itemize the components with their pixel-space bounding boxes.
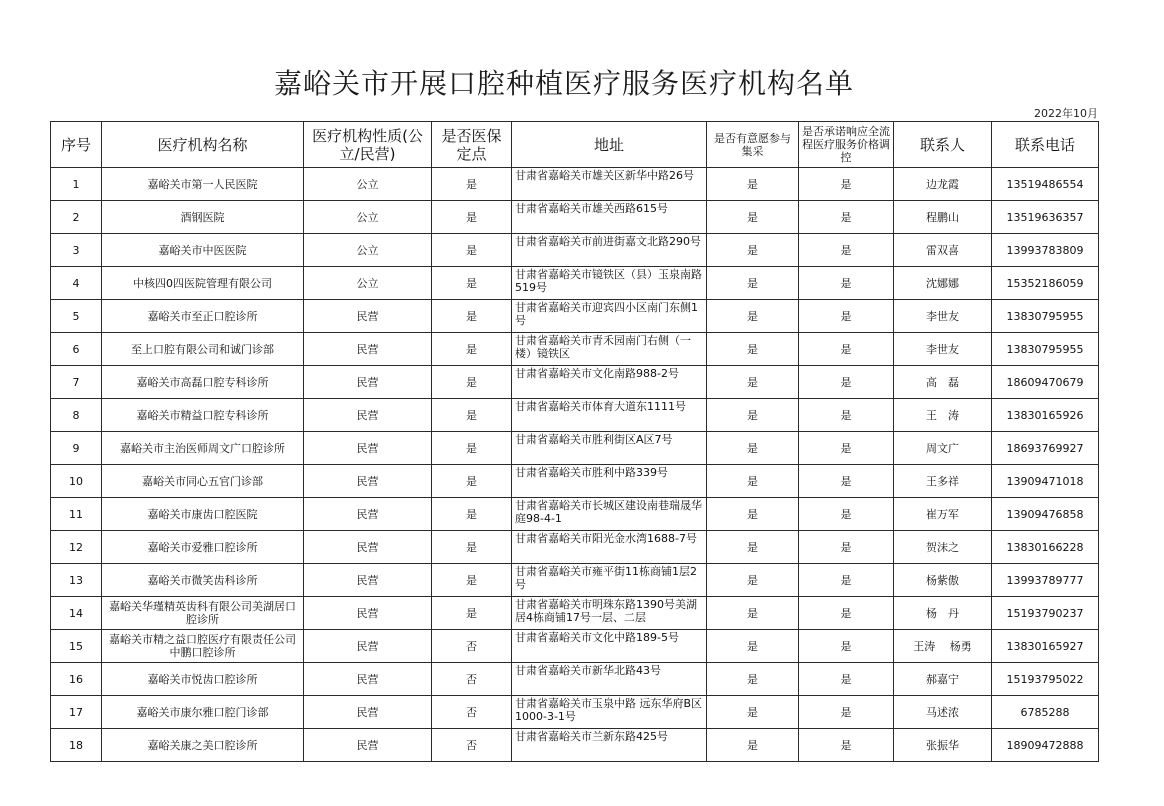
- cell-price: 是: [799, 333, 894, 366]
- cell-insurance: 否: [432, 729, 512, 762]
- cell-procurement: 是: [707, 267, 799, 300]
- cell-nature: 公立: [304, 267, 432, 300]
- cell-name: 嘉峪关市康尔雅口腔门诊部: [102, 696, 304, 729]
- cell-procurement: 是: [707, 531, 799, 564]
- header-address: 地址: [512, 122, 707, 168]
- cell-name: 嘉峪关市高磊口腔专科诊所: [102, 366, 304, 399]
- cell-price: 是: [799, 531, 894, 564]
- cell-address: 甘肃省嘉峪关市玉泉中路 远东华府B区1000-3-1号: [512, 696, 707, 729]
- cell-phone: 13830165927: [992, 630, 1099, 663]
- cell-procurement: 是: [707, 465, 799, 498]
- cell-name: 嘉峪关市同心五官门诊部: [102, 465, 304, 498]
- cell-contact: 李世友: [894, 333, 992, 366]
- cell-nature: 民营: [304, 498, 432, 531]
- cell-name: 嘉峪关市中医医院: [102, 234, 304, 267]
- cell-procurement: 是: [707, 399, 799, 432]
- table-row: [51, 531, 1099, 564]
- cell-name: 嘉峪关市精之益口腔医疗有限责任公司中鹏口腔诊所: [102, 630, 304, 663]
- table-row: [51, 366, 1099, 399]
- cell-seq: 1: [51, 168, 102, 201]
- cell-address: 甘肃省嘉峪关市兰新东路425号: [512, 729, 707, 762]
- header-name: 医疗机构名称: [102, 122, 304, 168]
- cell-name: 至上口腔有限公司和诚门诊部: [102, 333, 304, 366]
- cell-phone: 13519486554: [992, 168, 1099, 201]
- cell-contact: 沈娜娜: [894, 267, 992, 300]
- cell-nature: 民营: [304, 432, 432, 465]
- cell-phone: 13909471018: [992, 465, 1099, 498]
- cell-seq: 3: [51, 234, 102, 267]
- cell-price: 是: [799, 663, 894, 696]
- table-row: [51, 465, 1099, 498]
- cell-name: 嘉峪关市至正口腔诊所: [102, 300, 304, 333]
- cell-nature: 民营: [304, 729, 432, 762]
- cell-phone: 13830795955: [992, 300, 1099, 333]
- cell-nature: 民营: [304, 531, 432, 564]
- table-row: [51, 432, 1099, 465]
- cell-phone: 13993783809: [992, 234, 1099, 267]
- table-row: [51, 630, 1099, 663]
- table-row: [51, 234, 1099, 267]
- cell-seq: 5: [51, 300, 102, 333]
- cell-name: 嘉峪关市微笑齿科诊所: [102, 564, 304, 597]
- cell-contact: 马述浓: [894, 696, 992, 729]
- cell-procurement: 是: [707, 432, 799, 465]
- cell-nature: 民营: [304, 597, 432, 630]
- cell-contact: 张振华: [894, 729, 992, 762]
- cell-procurement: 是: [707, 597, 799, 630]
- table-row: [51, 300, 1099, 333]
- header-phone: 联系电话: [992, 122, 1099, 168]
- cell-phone: 18609470679: [992, 366, 1099, 399]
- table-row: [51, 729, 1099, 762]
- document-title: 嘉峪关市开展口腔种植医疗服务医疗机构名单: [273, 67, 854, 100]
- header-seq: 序号: [51, 122, 102, 168]
- cell-nature: 民营: [304, 333, 432, 366]
- table-row: [51, 267, 1099, 300]
- cell-insurance: 是: [432, 333, 512, 366]
- cell-address: 甘肃省嘉峪关市雍平街11栋商铺1层2号: [512, 564, 707, 597]
- cell-insurance: 是: [432, 498, 512, 531]
- cell-price: 是: [799, 729, 894, 762]
- cell-seq: 18: [51, 729, 102, 762]
- cell-price: 是: [799, 630, 894, 663]
- cell-insurance: 是: [432, 201, 512, 234]
- cell-price: 是: [799, 597, 894, 630]
- cell-contact: 王涛 杨勇: [894, 630, 992, 663]
- cell-insurance: 否: [432, 630, 512, 663]
- cell-phone: 18909472888: [992, 729, 1099, 762]
- cell-nature: 民营: [304, 399, 432, 432]
- cell-price: 是: [799, 168, 894, 201]
- cell-phone: 13909476858: [992, 498, 1099, 531]
- cell-phone: 15193790237: [992, 597, 1099, 630]
- cell-nature: 公立: [304, 234, 432, 267]
- table-row: [51, 564, 1099, 597]
- cell-name: 嘉峪关市悦齿口腔诊所: [102, 663, 304, 696]
- cell-seq: 10: [51, 465, 102, 498]
- cell-contact: 杨 丹: [894, 597, 992, 630]
- cell-address: 甘肃省嘉峪关市雄关区新华中路26号: [512, 168, 707, 201]
- cell-seq: 17: [51, 696, 102, 729]
- cell-nature: 公立: [304, 201, 432, 234]
- cell-contact: 高 磊: [894, 366, 992, 399]
- cell-seq: 8: [51, 399, 102, 432]
- cell-price: 是: [799, 696, 894, 729]
- cell-seq: 2: [51, 201, 102, 234]
- cell-seq: 13: [51, 564, 102, 597]
- cell-contact: 周文广: [894, 432, 992, 465]
- cell-phone: 13519636357: [992, 201, 1099, 234]
- cell-price: 是: [799, 267, 894, 300]
- table-row: [51, 498, 1099, 531]
- cell-insurance: 是: [432, 399, 512, 432]
- cell-procurement: 是: [707, 168, 799, 201]
- cell-name: 嘉峪关市精益口腔专科诊所: [102, 399, 304, 432]
- cell-phone: 13830166228: [992, 531, 1099, 564]
- cell-contact: 王 涛: [894, 399, 992, 432]
- cell-nature: 民营: [304, 564, 432, 597]
- cell-contact: 贺沫之: [894, 531, 992, 564]
- cell-nature: 民营: [304, 465, 432, 498]
- cell-procurement: 是: [707, 366, 799, 399]
- cell-insurance: 是: [432, 465, 512, 498]
- cell-phone: 13830795955: [992, 333, 1099, 366]
- cell-phone: 13830165926: [992, 399, 1099, 432]
- cell-insurance: 是: [432, 267, 512, 300]
- cell-insurance: 是: [432, 300, 512, 333]
- table-row: [51, 333, 1099, 366]
- cell-contact: 杨紫傲: [894, 564, 992, 597]
- header-procurement: 是否有意愿参与集采: [707, 122, 799, 168]
- cell-price: 是: [799, 432, 894, 465]
- cell-insurance: 否: [432, 696, 512, 729]
- cell-procurement: 是: [707, 696, 799, 729]
- cell-address: 甘肃省嘉峪关市明珠东路1390号美湖居4栋商铺17号一层、二层: [512, 597, 707, 630]
- cell-phone: 6785288: [992, 696, 1099, 729]
- cell-address: 甘肃省嘉峪关市青禾园南门右侧（一楼）镜铁区: [512, 333, 707, 366]
- cell-procurement: 是: [707, 729, 799, 762]
- cell-contact: 崔万军: [894, 498, 992, 531]
- cell-procurement: 是: [707, 333, 799, 366]
- cell-seq: 6: [51, 333, 102, 366]
- cell-address: 甘肃省嘉峪关市胜利中路339号: [512, 465, 707, 498]
- cell-price: 是: [799, 234, 894, 267]
- cell-nature: 公立: [304, 168, 432, 201]
- cell-price: 是: [799, 366, 894, 399]
- table-header-row: [51, 122, 1099, 168]
- table-row: [51, 663, 1099, 696]
- cell-nature: 民营: [304, 366, 432, 399]
- cell-address: 甘肃省嘉峪关市雄关西路615号: [512, 201, 707, 234]
- cell-price: 是: [799, 300, 894, 333]
- cell-procurement: 是: [707, 663, 799, 696]
- cell-name: 嘉峪关康之美口腔诊所: [102, 729, 304, 762]
- institution-table: [50, 121, 1099, 762]
- cell-phone: 15352186059: [992, 267, 1099, 300]
- cell-address: 甘肃省嘉峪关市阳光金水湾1688-7号: [512, 531, 707, 564]
- cell-seq: 16: [51, 663, 102, 696]
- cell-insurance: 是: [432, 432, 512, 465]
- table-body: [51, 168, 1099, 762]
- cell-procurement: 是: [707, 564, 799, 597]
- cell-insurance: 是: [432, 531, 512, 564]
- cell-seq: 9: [51, 432, 102, 465]
- cell-insurance: 是: [432, 366, 512, 399]
- cell-address: 甘肃省嘉峪关市体育大道东1111号: [512, 399, 707, 432]
- cell-address: 甘肃省嘉峪关市迎宾四小区南门东侧1号: [512, 300, 707, 333]
- cell-address: 甘肃省嘉峪关市胜利街区A区7号: [512, 432, 707, 465]
- cell-insurance: 否: [432, 663, 512, 696]
- cell-name: 嘉峪关市康齿口腔医院: [102, 498, 304, 531]
- cell-address: 甘肃省嘉峪关市文化南路988-2号: [512, 366, 707, 399]
- cell-nature: 民营: [304, 696, 432, 729]
- header-contact: 联系人: [894, 122, 992, 168]
- cell-seq: 15: [51, 630, 102, 663]
- cell-phone: 15193795022: [992, 663, 1099, 696]
- cell-contact: 郝嘉宁: [894, 663, 992, 696]
- cell-contact: 边龙霞: [894, 168, 992, 201]
- cell-name: 酒钢医院: [102, 201, 304, 234]
- cell-insurance: 是: [432, 168, 512, 201]
- cell-seq: 14: [51, 597, 102, 630]
- cell-address: 甘肃省嘉峪关市前进街嘉文北路290号: [512, 234, 707, 267]
- cell-procurement: 是: [707, 630, 799, 663]
- cell-procurement: 是: [707, 201, 799, 234]
- cell-procurement: 是: [707, 498, 799, 531]
- cell-price: 是: [799, 498, 894, 531]
- cell-seq: 12: [51, 531, 102, 564]
- cell-seq: 11: [51, 498, 102, 531]
- cell-procurement: 是: [707, 300, 799, 333]
- cell-phone: 13993789777: [992, 564, 1099, 597]
- table-row: [51, 168, 1099, 201]
- cell-contact: 雷双喜: [894, 234, 992, 267]
- cell-address: 甘肃省嘉峪关市新华北路43号: [512, 663, 707, 696]
- cell-insurance: 是: [432, 564, 512, 597]
- document-date: 2022年10月: [1034, 107, 1098, 120]
- table-row: [51, 399, 1099, 432]
- cell-contact: 王多祥: [894, 465, 992, 498]
- cell-name: 嘉峪关市爱雅口腔诊所: [102, 531, 304, 564]
- table-row: [51, 597, 1099, 630]
- cell-seq: 7: [51, 366, 102, 399]
- cell-price: 是: [799, 399, 894, 432]
- cell-contact: 程鹏山: [894, 201, 992, 234]
- cell-seq: 4: [51, 267, 102, 300]
- cell-name: 嘉峪关市第一人民医院: [102, 168, 304, 201]
- header-nature: 医疗机构性质(公立/民营): [304, 122, 432, 168]
- header-price: 是否承诺响应全流程医疗服务价格调控: [799, 122, 894, 168]
- table-row: [51, 696, 1099, 729]
- cell-price: 是: [799, 465, 894, 498]
- cell-address: 甘肃省嘉峪关市长城区建设南巷瑞晟华庭98-4-1: [512, 498, 707, 531]
- cell-address: 甘肃省嘉峪关市镜铁区（县）玉泉南路519号: [512, 267, 707, 300]
- cell-price: 是: [799, 201, 894, 234]
- cell-name: 嘉峪关华瑾精英齿科有限公司美湖居口腔诊所: [102, 597, 304, 630]
- cell-insurance: 是: [432, 234, 512, 267]
- cell-nature: 民营: [304, 663, 432, 696]
- cell-phone: 18693769927: [992, 432, 1099, 465]
- cell-nature: 民营: [304, 300, 432, 333]
- table-row: [51, 201, 1099, 234]
- cell-name: 嘉峪关市主治医师周文广口腔诊所: [102, 432, 304, 465]
- cell-procurement: 是: [707, 234, 799, 267]
- header-insurance: 是否医保定点: [432, 122, 512, 168]
- cell-insurance: 是: [432, 597, 512, 630]
- cell-price: 是: [799, 564, 894, 597]
- cell-nature: 民营: [304, 630, 432, 663]
- cell-contact: 李世友: [894, 300, 992, 333]
- cell-address: 甘肃省嘉峪关市文化中路189-5号: [512, 630, 707, 663]
- cell-name: 中核四0四医院管理有限公司: [102, 267, 304, 300]
